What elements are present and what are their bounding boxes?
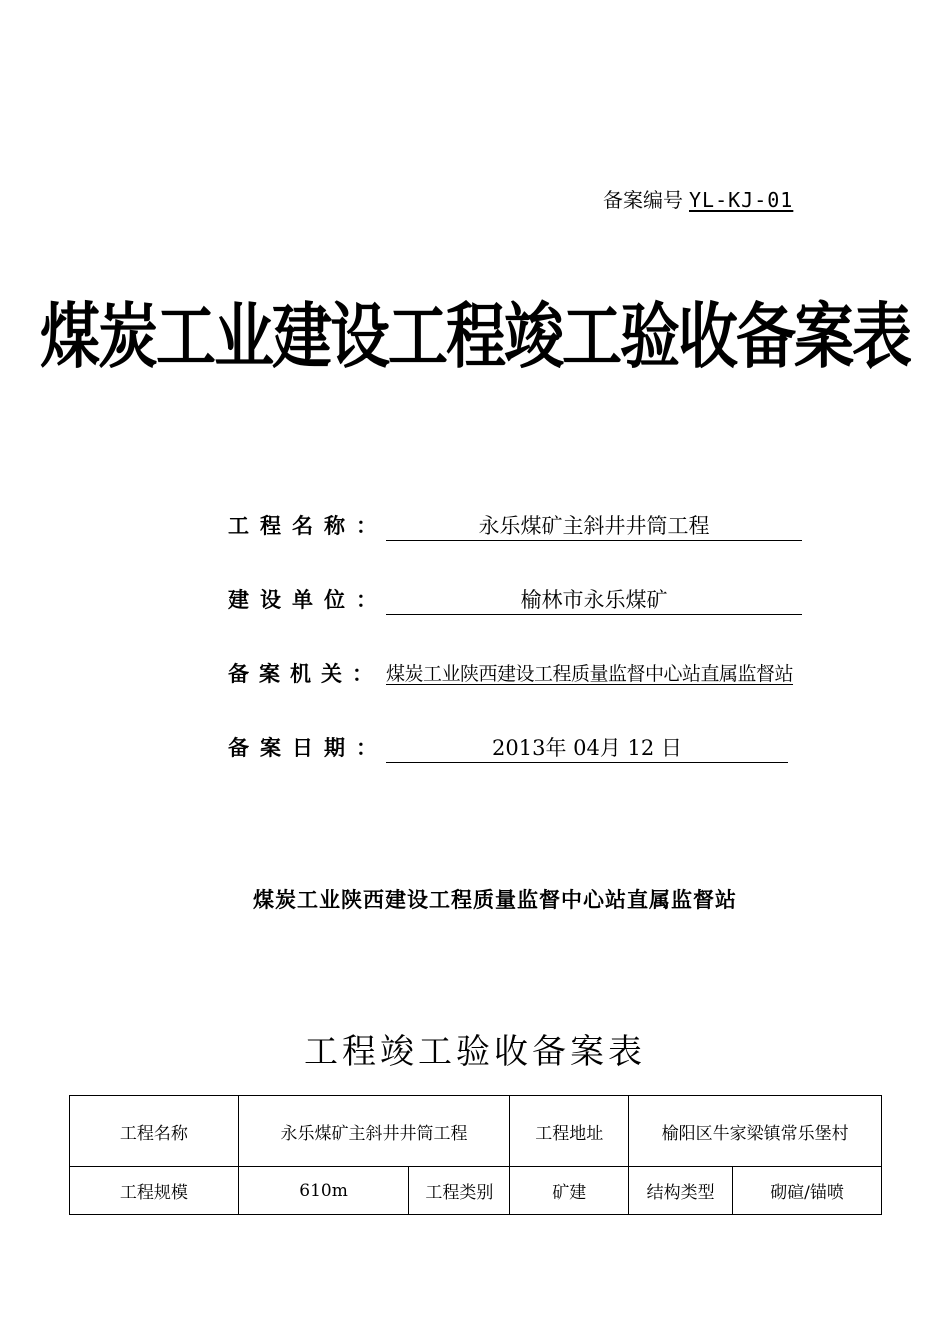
cell-project-scale-label: 工程规模 xyxy=(70,1167,239,1215)
field-builder-label: 建设单位： xyxy=(228,588,388,612)
cell-project-address-label: 工程地址 xyxy=(510,1096,629,1167)
document-title: 煤炭工业建设工程竣工验收备案表 xyxy=(40,295,910,379)
field-builder xyxy=(228,584,802,616)
field-project-name xyxy=(228,510,802,542)
project-info-table xyxy=(69,1095,882,1215)
cell-project-name-label: 工程名称 xyxy=(70,1096,239,1167)
cell-project-category-label: 工程类别 xyxy=(409,1167,510,1215)
cell-project-name-value: 永乐煤矿主斜井井筒工程 xyxy=(238,1096,510,1167)
record-number-value: YL-KJ-01 xyxy=(689,188,794,212)
field-record-date xyxy=(228,732,788,764)
field-project-name-label: 工程名称： xyxy=(228,514,388,538)
field-record-date-label: 备案日期： xyxy=(228,736,388,760)
record-number-label: 备案编号 xyxy=(603,188,683,212)
field-builder-value: 榆林市永乐煤矿 xyxy=(386,584,802,615)
cell-project-category-value: 矿建 xyxy=(510,1167,629,1215)
record-number xyxy=(603,186,793,214)
cell-structure-type-label: 结构类型 xyxy=(629,1167,733,1215)
issuing-organization: 煤炭工业陕西建设工程质量监督中心站直属监督站 xyxy=(253,888,737,912)
table-title: 工程竣工验收备案表 xyxy=(304,1032,646,1072)
field-authority-label: 备案机关： xyxy=(228,662,383,686)
field-record-date-value: 2013年 04月 12 日 xyxy=(386,732,788,763)
table-row xyxy=(70,1096,882,1167)
table-row xyxy=(70,1167,882,1215)
cell-structure-type-value: 砌碹/锚喷 xyxy=(733,1167,882,1215)
cell-project-address-value: 榆阳区牛家梁镇常乐堡村 xyxy=(629,1096,882,1167)
cell-project-scale-value: 610m xyxy=(238,1167,409,1215)
field-project-name-value: 永乐煤矿主斜井井筒工程 xyxy=(386,510,802,541)
field-authority xyxy=(228,658,793,690)
field-authority-value: 煤炭工业陕西建设工程质量监督中心站直属监督站 xyxy=(386,663,794,685)
